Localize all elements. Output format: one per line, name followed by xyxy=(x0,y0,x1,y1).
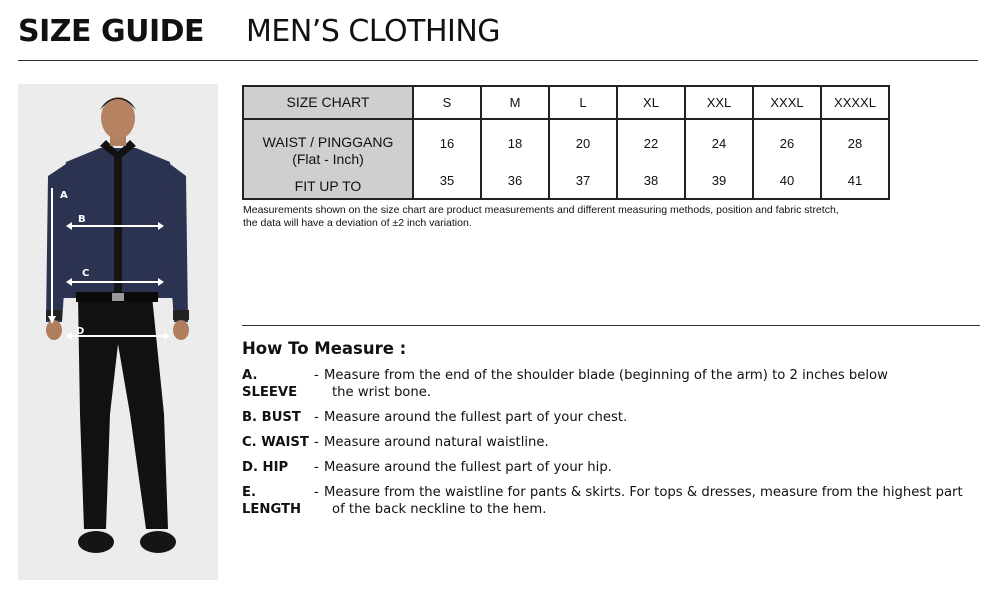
item-text: Measure around the fullest part of your hip. xyxy=(324,460,612,475)
waist-xxxl: 26 xyxy=(779,136,795,151)
size-chart-label: SIZE CHART xyxy=(243,86,413,119)
size-m: M xyxy=(481,86,549,119)
how-to-measure-list xyxy=(242,367,987,526)
item-dash: - xyxy=(314,410,319,425)
measurement-labels xyxy=(243,119,413,199)
waist-l: 20 xyxy=(575,136,591,151)
list-item-bust xyxy=(242,409,987,426)
how-to-measure-title: How To Measure : xyxy=(242,339,407,358)
item-text-cont: of the back neckline to the hem. xyxy=(332,502,547,517)
item-text: Measure from the waistline for pants & skirts. For tops & dresses, measure from the highest part xyxy=(324,485,963,500)
size-xxxl: XXXL xyxy=(753,86,821,119)
size-xl: XL xyxy=(617,86,685,119)
waist-xxxxl: 28 xyxy=(847,136,863,151)
fit-xxl: 39 xyxy=(711,173,727,188)
left-shoe-shape xyxy=(78,531,114,553)
item-text-cont: the wrist bone. xyxy=(332,385,432,400)
list-item-hip xyxy=(242,459,987,476)
list-item-length xyxy=(242,484,987,518)
item-dash: - xyxy=(314,368,319,383)
size-l: L xyxy=(549,86,617,119)
size-xxxxl: XXXXL xyxy=(821,86,889,119)
item-dash: - xyxy=(314,435,319,450)
fit-xxxxl: 41 xyxy=(847,173,863,188)
item-label: C. WAIST xyxy=(242,435,309,450)
fit-label: FIT UP TO xyxy=(294,177,362,194)
waist-m: 18 xyxy=(507,136,523,151)
waist-xxl: 24 xyxy=(711,136,727,151)
waist-xl: 22 xyxy=(643,136,659,151)
item-text: Measure around natural waistline. xyxy=(324,435,549,450)
right-sleeve-shape xyxy=(166,164,188,322)
model-photo xyxy=(18,84,218,580)
size-s: S xyxy=(413,86,481,119)
size-xxl: XXL xyxy=(685,86,753,119)
note-line-1: Measurements shown on the size chart are product measurements and different measuring methods, position and fabric stretch, xyxy=(243,204,839,216)
item-label: E. LENGTH xyxy=(242,485,302,517)
section-divider xyxy=(242,325,980,326)
item-text: Measure from the end of the shoulder blade (beginning of the arm) to 2 inches below xyxy=(324,368,888,383)
item-text: Measure around the fullest part of your chest. xyxy=(324,410,628,425)
right-shoe-shape xyxy=(140,531,176,553)
measurement-note xyxy=(243,204,943,230)
label-b: B xyxy=(78,214,86,225)
fit-xl: 38 xyxy=(643,173,659,188)
fit-m: 36 xyxy=(507,173,523,188)
item-label: B. BUST xyxy=(242,410,301,425)
list-item-waist xyxy=(242,434,987,451)
label-c: C xyxy=(82,268,90,279)
waist-label: WAIST / PINGGANG xyxy=(262,133,394,150)
left-sleeve-shape xyxy=(46,164,70,322)
page-header xyxy=(18,14,500,54)
item-dash: - xyxy=(314,460,319,475)
page-subtitle: MEN’S CLOTHING xyxy=(246,14,501,49)
size-chart-table xyxy=(242,85,890,200)
right-cuff-shape xyxy=(173,310,189,320)
top-divider xyxy=(18,60,978,61)
label-a: A xyxy=(60,190,68,201)
belt-buckle-shape xyxy=(112,293,124,301)
label-d: D xyxy=(76,326,85,337)
fit-l: 37 xyxy=(575,173,591,188)
trousers-shape xyxy=(78,296,168,529)
item-dash: - xyxy=(314,485,319,500)
fit-s: 35 xyxy=(439,173,455,188)
waist-s: 16 xyxy=(439,136,455,151)
waist-unit-label: (Flat - Inch) xyxy=(292,150,364,167)
note-line-2: the data will have a deviation of ±2 inch variation. xyxy=(243,217,472,229)
size-header-row xyxy=(243,86,889,119)
left-hand-shape xyxy=(46,320,62,340)
list-item-sleeve xyxy=(242,367,987,401)
item-label: A. SLEEVE xyxy=(242,368,298,400)
item-label: D. HIP xyxy=(242,460,289,475)
measurement-row xyxy=(243,119,889,199)
right-hand-shape xyxy=(173,320,189,340)
page-title: SIZE GUIDE xyxy=(18,14,205,49)
fit-xxxl: 40 xyxy=(779,173,795,188)
